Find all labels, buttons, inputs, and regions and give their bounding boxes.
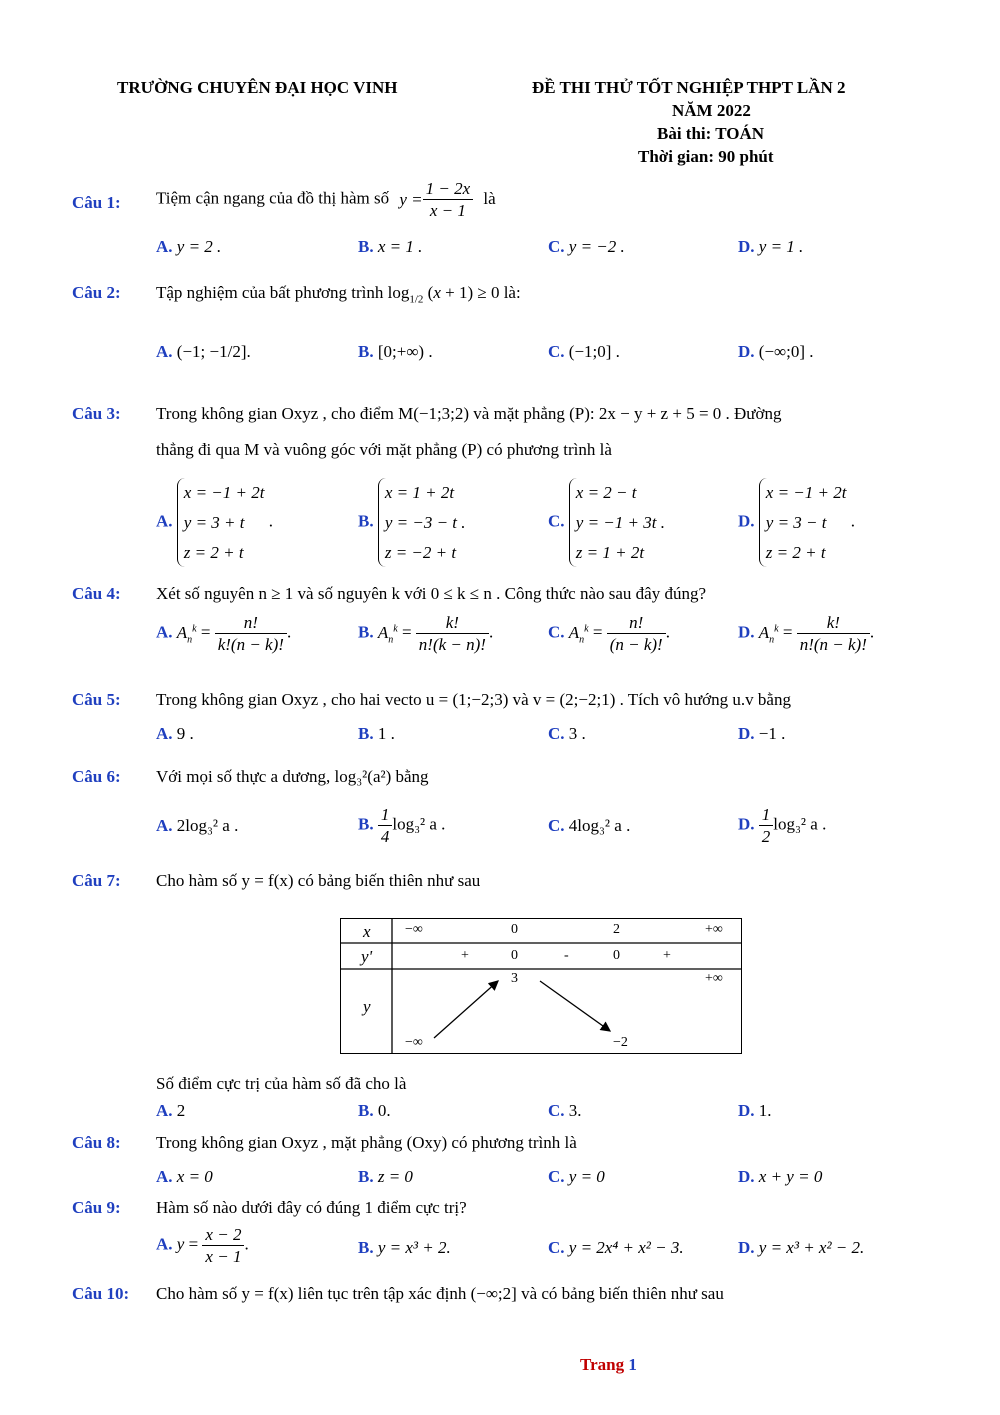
option-c: C. (−1;0] . [548,342,620,361]
option-b: B. [0;+∞) . [358,342,433,361]
option-c: C. 3 . [548,724,586,743]
question-label: Câu 9: [72,1198,121,1217]
exam-subject: Bài thi: TOÁN [657,124,765,143]
exam-year: NĂM 2022 [672,101,751,120]
option-d: D. y = x³ + x² − 2. [738,1238,865,1257]
option-c: C. 4log₃² a . [548,816,631,835]
option-b: B. z = 0 [358,1167,413,1186]
question-label: Câu 6: [72,767,121,786]
question-text: Hàm số nào dưới đây có đúng 1 điểm cực trị? [156,1198,467,1217]
option-a: A. (−1; −1/2]. [156,342,251,361]
table-y-label: y [363,997,371,1016]
option-d: D. (−∞;0] . [738,342,814,361]
question-text: Trong không gian Oxyz , cho hai vecto u = (1;−2;3) và v = (2;−2;1) . Tích vô hướng u.v bằng [156,690,791,709]
option-a: A. 2 [156,1101,186,1120]
option-b: B. $\frac{1}{4}$ log₃² a . [358,805,446,847]
table-x-label: x [363,922,371,941]
option-b: B. x = 1 + 2t y = −3 − t . z = −2 + t [358,478,466,567]
question-label: Câu 5: [72,690,121,709]
option-c: C. $A_n^k$ = $\frac{n!}{(n - k)!}$ . [548,613,670,655]
table-yp-val: 0 [511,948,518,963]
question-label: Câu 3: [72,404,121,423]
table-x-val: 0 [511,922,518,937]
table-yp-val: + [663,948,671,963]
option-a: A. y = $\frac{x - 2}{x - 1}$ . [156,1225,249,1267]
question-text-2: Số điểm cực trị của hàm số đã cho là [156,1074,407,1093]
question-text: Trong không gian Oxyz , mặt phẳng (Oxy) có phương trình là [156,1133,577,1152]
option-a: A. y = 2 . [156,237,222,256]
option-c: C. 3. [548,1101,582,1120]
table-x-val: −∞ [405,922,423,937]
page-number: 1 [628,1355,637,1374]
table-x-val: 2 [613,922,620,937]
question-label: Câu 4: [72,584,121,603]
option-b: B. y = x³ + 2. [358,1238,451,1257]
variation-table-svg [340,918,742,1054]
option-d: D. −1 . [738,724,786,743]
option-d: D. x = −1 + 2t y = 3 − t z = 2 + t . [738,478,855,567]
question-label: Câu 7: [72,871,121,890]
table-yp-val: 0 [613,948,620,963]
option-a: A. 2log₃² a . [156,816,239,835]
table-y-val: 3 [511,971,518,986]
option-b: B. 1 . [358,724,395,743]
option-a: A. $A_n^k$ = $\frac{n!}{k!(n - k)!}$ . [156,613,292,655]
school-name: TRƯỜNG CHUYÊN ĐẠI HỌC VINH [117,78,398,97]
question-text: Với mọi số thực a dương, log₃²(a²) bằng [156,767,429,786]
question-label: Câu 2: [72,283,121,302]
question-label: Câu 1: [72,193,121,212]
table-y-val: −∞ [405,1035,423,1050]
option-d: D. 1. [738,1101,772,1120]
option-a: A. 9 . [156,724,194,743]
option-c: C. y = 2x⁴ + x² − 3. [548,1238,684,1257]
option-d: D. y = 1 . [738,237,804,256]
option-b: B. $A_n^k$ = $\frac{k!}{n!(k - n)!}$ . [358,613,494,655]
option-d: D. x + y = 0 [738,1167,823,1186]
exam-title: ĐỀ THI THỬ TỐT NGHIỆP THPT LẦN 2 [532,78,846,97]
table-x-val: +∞ [705,922,723,937]
question-text: Xét số nguyên n ≥ 1 và số nguyên k với 0 ≤ k ≤ n . Công thức nào sau đây đúng? [156,584,706,603]
option-a: A. x = 0 [156,1167,213,1186]
question-text: Tập nghiệm của bất phương trình $\log_{1/2} (x + 1) \ge 0$ là: [156,283,521,306]
table-y-val: −2 [613,1035,628,1050]
table-y-val: +∞ [705,971,723,986]
option-d: D. $A_n^k$ = $\frac{k!}{n!(n - k)!}$ . [738,613,875,655]
question-text: Tiệm cận ngang của đồ thị hàm số y = $\frac{1 - 2x}{x - 1}$ là [156,179,496,221]
variation-table [340,918,742,1054]
question-label: Câu 10: [72,1284,130,1303]
question-text: Cho hàm số y = f(x) liên tục trên tập xác định (−∞;2] và có bảng biến thiên như sau [156,1284,724,1303]
table-yp-label: y' [361,947,373,966]
option-d: D. $\frac{1}{2}$ log₃² a . [738,805,827,847]
option-b: B. x = 1 . [358,237,423,256]
table-yp-val: + [461,948,469,963]
question-text: Trong không gian Oxyz , cho điểm M(−1;3;2) và mặt phẳng (P): 2x − y + z + 5 = 0 . Đường [156,404,782,423]
question-text: Cho hàm số y = f(x) có bảng biến thiên như sau [156,871,481,890]
option-b: B. 0. [358,1101,391,1120]
page-footer: Trang 1 [580,1355,637,1374]
option-c: C. y = −2 . [548,237,625,256]
option-c: C. x = 2 − t y = −1 + 3t . z = 1 + 2t [548,478,665,567]
exam-time: Thời gian: 90 phút [638,147,774,166]
question-label: Câu 8: [72,1133,121,1152]
table-yp-val: - [564,948,569,963]
option-a: A. x = −1 + 2t y = 3 + t z = 2 + t . [156,478,273,567]
question-text-2: thẳng đi qua M và vuông góc với mặt phẳng (P) có phương trình là [156,440,612,459]
option-c: C. y = 0 [548,1167,605,1186]
